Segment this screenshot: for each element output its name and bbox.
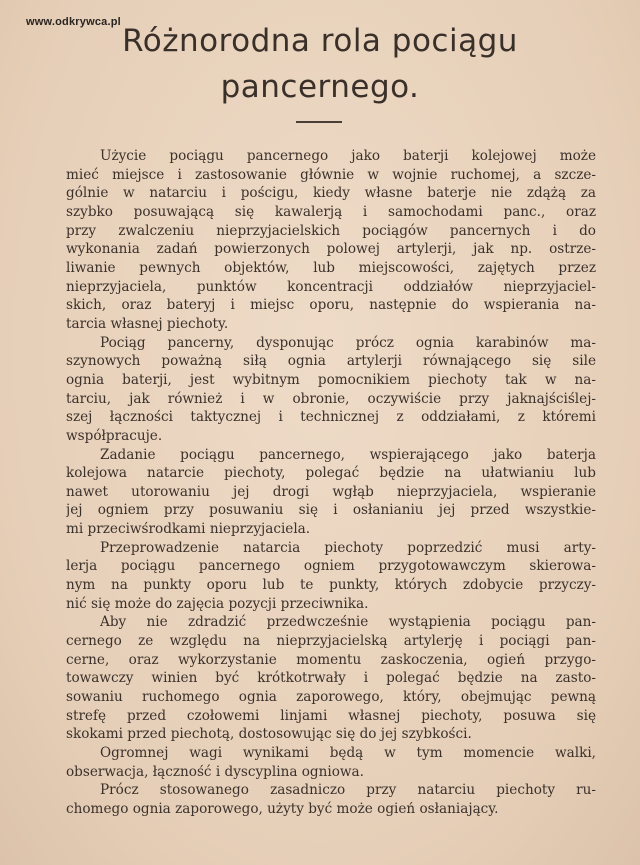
title-line-1: Różnorodna rola pociągu [122,23,518,59]
paragraph [66,781,596,818]
text-line: nić się może do zajęcia pozycji przeciwnika. [66,595,369,612]
text-line: cernego ze względu na nieprzyjacielską artylerję i pociągi pan- [66,633,596,650]
text-line: ognia baterji, jest wybitnym pomocnikiem piechoty tak w na- [66,371,596,388]
text-line: mieć miejsce i zastosowanie głównie w wojnie ruchomej, a szcze- [66,166,596,183]
title-line-2: pancernego. [220,69,420,105]
page-title [0,18,640,110]
text-line: szybko posuwającą się kawalerją i samochodami panc., oraz [66,203,596,220]
text-line: współpracuje. [66,427,163,444]
text-line: tarcia własnej piechoty. [66,315,229,332]
paragraph [66,147,596,334]
text-line: obserwacja, łączność i dyscyplina ogniowa. [66,763,364,780]
paragraph [66,446,596,539]
text-line: strefę przed czołowemi linjami własnej piechoty, posuwa się [66,707,596,724]
text-line: Przeprowadzenie natarcia piechoty poprzedzić musi arty- [100,539,596,556]
text-line: gólnie w natarciu i pościgu, kiedy własne baterje nie zdążą za [66,185,596,202]
text-line: wykonania zadań powierzonych polowej artylerji, jak np. ostrze- [66,241,596,258]
text-line: lerja pociągu pancernego ogniem przygotowawczym skierowa- [66,558,596,575]
text-line: Pociąg pancerny, dysponując prócz ognia karabinów ma- [100,334,596,351]
text-line: nawet utorowaniu jej drogi wgłąb nieprzyjaciela, wspieranie [66,483,596,500]
text-line: szynowych poważną siłą ognia artylerji równającego się sile [66,353,596,370]
text-line: kolejowa natarcie piechoty, polegać będzie na ułatwianiu lub [66,465,596,482]
text-line: mi przeciwśrodkami nieprzyjaciela. [66,521,311,538]
text-line: Użycie pociągu pancernego jako baterji kolejowej może [100,148,596,164]
text-line: cerne, oraz wykorzystanie momentu zaskoczenia, ogień przygo- [66,651,596,668]
text-line: szej łączności taktycznej i technicznej z oddziałami, z któremi [66,409,596,426]
paragraph [66,613,596,744]
text-line: towawczy winien być krótkotrwały i polegać będzie na zasto- [66,670,596,687]
text-line: Prócz stosowanego zasadniczo przy natarciu piechoty ru- [100,782,596,799]
text-line: skich, oraz bateryj i miejsc oporu, następnie do wspierania na- [66,297,596,314]
paragraph [66,744,596,781]
article-body [66,147,596,819]
text-line: Ogromnej wagi wynikami będą w tym momencie walki, [100,745,596,761]
watermark-text: www.odkrywca.pl [26,16,121,28]
text-line: tarciu, jak również i w obronie, oczywiście przy jaknajściślej- [66,390,596,407]
text-line: nieprzyjaciela, punktów koncentracji oddziałów nieprzyjaciel- [66,278,596,295]
text-line: przy zwalczeniu nieprzyjacielskich pociągów pancernych i do [66,222,596,239]
text-line: Zadanie pociągu pancernego, wspierającego jako baterja [100,446,596,463]
title-divider [296,121,342,123]
text-line: nym na punkty oporu lub te punkty, których zdobycie przyczy- [66,577,596,594]
paragraph [66,539,596,614]
text-line: chomego ognia zaporowego, użyty być może ogień osłaniający. [66,800,499,817]
text-line: jej ogniem przy posuwaniu się i osłanianiu jej przed wszystkie- [66,502,596,519]
paragraph [66,334,596,446]
text-line: skokami przed piechotą, dostosowując się do jej szybkości. [66,726,472,743]
text-line: Aby nie zdradzić przedwcześnie wystąpienia pociągu pan- [100,614,596,631]
text-line: liwanie pewnych objektów, lub miejscowości, zajętych przez [66,259,596,276]
text-line: sowaniu ruchomego ognia zaporowego, który, obejmując pewną [66,689,596,706]
